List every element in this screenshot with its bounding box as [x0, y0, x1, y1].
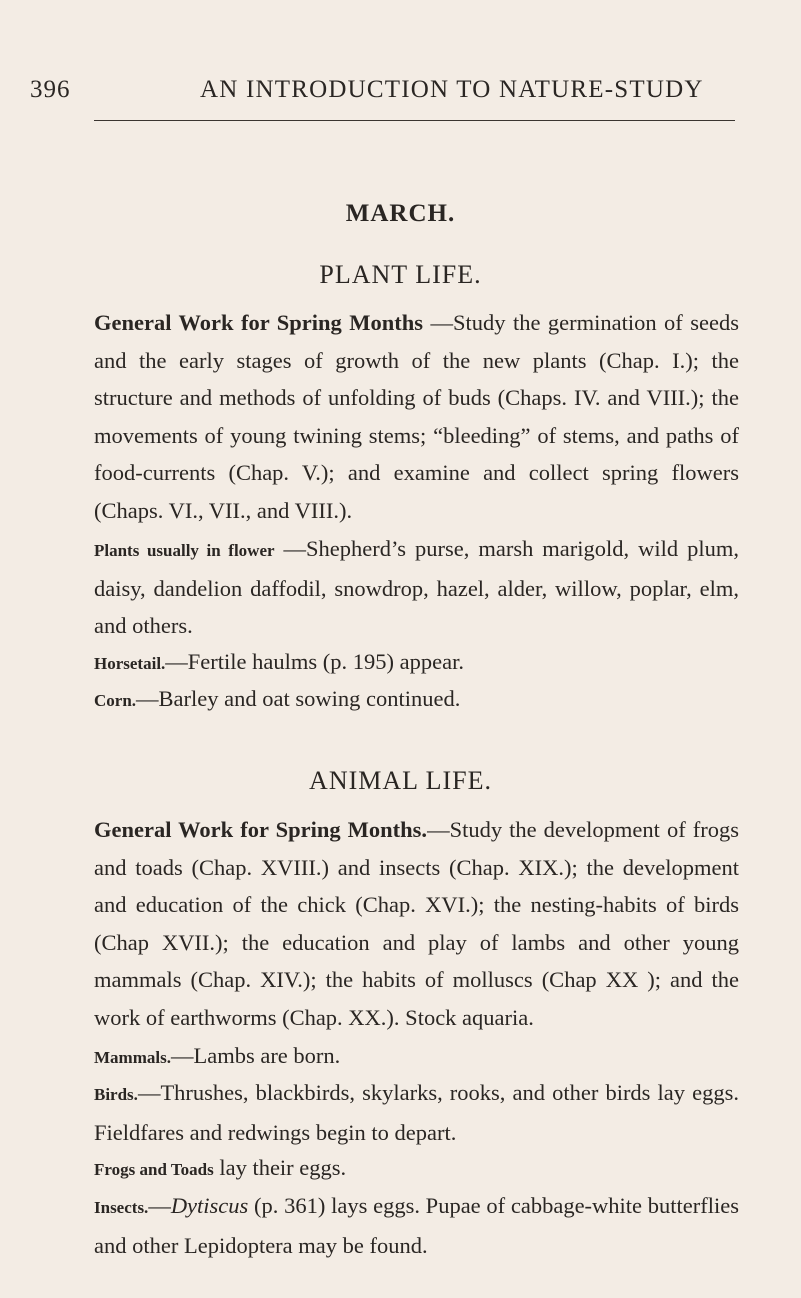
plant-general-paragraph	[94, 304, 739, 530]
plant-general-lead: General Work for Spring Months	[94, 310, 424, 335]
page-number: 396	[30, 76, 71, 103]
plants-in-flower-paragraph	[94, 530, 739, 645]
month-heading: MARCH.	[345, 200, 456, 227]
corn-lead: Corn.	[94, 691, 137, 710]
insects-text: (p. 361) lays eggs. Pupae of cabbage-white butterflies and other Lepidoptera may be found.	[94, 1193, 739, 1258]
horsetail-lead: Horsetail.	[94, 654, 166, 673]
running-head	[30, 76, 780, 112]
insects-dash: —	[148, 1193, 171, 1218]
animal-life-heading: ANIMAL LIFE.	[309, 766, 492, 795]
insects-lead: Insects.	[94, 1198, 149, 1217]
birds-lead: Birds.	[94, 1085, 138, 1104]
birds-text: —Thrushes, blackbirds, skylarks, rooks, and other birds lay eggs. Fieldfares and redwings begin to depart.	[94, 1080, 739, 1145]
plant-general-text: —Study the germination of seeds and the early stages of growth of the new plants (Chap. I.); the structure and methods of unfolding of buds (Chaps. IV. and VIII.); the movements of young twining stems; “bleeding” of stems, and paths of food-currents (Chap. V.); and examine and collect spring flowers (Chaps. VI., VII., and VIII.).	[94, 310, 739, 523]
insects-genus: Dytiscus	[170, 1193, 249, 1218]
header-rule	[94, 120, 735, 121]
animal-general-lead: General Work for Spring Months.	[94, 817, 428, 842]
horsetail-text: —Fertile haulms (p. 195) appear.	[165, 649, 464, 674]
corn-paragraph	[94, 680, 739, 720]
mammals-text: —Lambs are born.	[170, 1043, 341, 1068]
plants-in-flower-lead: Plants usually in flower	[94, 541, 275, 560]
frogs-paragraph	[94, 1149, 739, 1189]
plants-in-flower-text: —Shepherd’s purse, marsh marigold, wild plum, daisy, dandelion daffodil, snowdrop, hazel, alder, willow, poplar, elm, and others.	[94, 536, 739, 639]
frogs-text: lay their eggs.	[213, 1155, 347, 1180]
frogs-lead: Frogs and Toads	[94, 1160, 214, 1179]
mammals-lead: Mammals.	[94, 1048, 171, 1067]
mammals-paragraph	[94, 1037, 739, 1077]
birds-paragraph	[94, 1074, 739, 1151]
running-title: AN INTRODUCTION TO NATURE-STUDY	[200, 76, 704, 103]
corn-text: —Barley and oat sowing continued.	[136, 686, 461, 711]
insects-paragraph	[94, 1187, 739, 1264]
animal-general-paragraph	[94, 811, 739, 1037]
horsetail-paragraph	[94, 643, 739, 683]
plant-life-heading: PLANT LIFE.	[319, 260, 482, 289]
animal-general-text: —Study the development of frogs and toads (Chap. XVIII.) and insects (Chap. XIX.); the development and education of the chick (Chap. XVI.); the nesting-habits of birds (Chap XVII.); the education and play of lambs and other young mammals (Chap. XIV.); the habits of molluscs (Chap XX ); and the work of earthworms (Chap. XX.). Stock aquaria.	[94, 817, 739, 1030]
